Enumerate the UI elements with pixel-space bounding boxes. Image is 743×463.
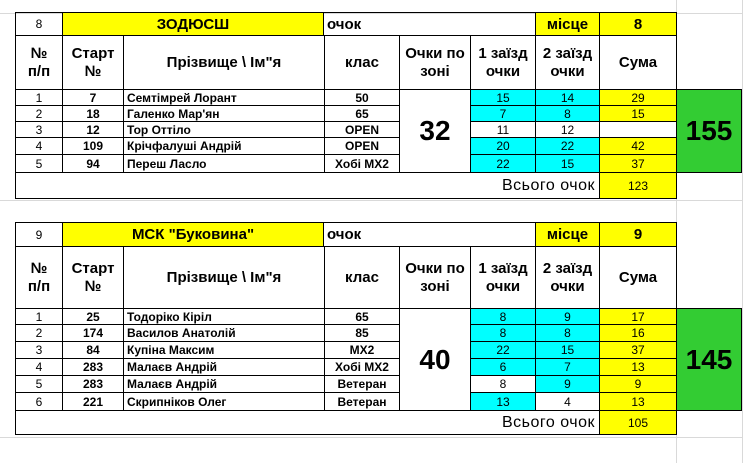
cell-class[interactable]: Хобі MX2	[324, 358, 400, 376]
team-total-points[interactable]: 155	[676, 89, 742, 173]
cell-sum[interactable]: 15	[599, 105, 677, 122]
cell-race2[interactable]: 12	[535, 121, 600, 138]
header-race2-line2: очки	[550, 277, 585, 295]
cell-race2[interactable]: 9	[535, 308, 600, 325]
cell-race1[interactable]: 8	[470, 308, 536, 325]
cell-race2[interactable]: 8	[535, 105, 600, 122]
cell-no[interactable]: 3	[15, 121, 63, 138]
header-race2-line1: 2 заїзд	[542, 44, 593, 62]
cell-race1[interactable]: 8	[470, 375, 536, 393]
cell-race2[interactable]: 8	[535, 324, 600, 342]
cell-no[interactable]: 4	[15, 137, 63, 155]
header-start-line2: №	[84, 62, 102, 80]
team-block-bukovyna	[15, 222, 676, 437]
cell-start[interactable]: 94	[62, 154, 124, 173]
cell-race2[interactable]: 15	[535, 154, 600, 173]
header-zone-line2: зоні	[420, 277, 450, 295]
cell-start[interactable]: 25	[62, 308, 124, 325]
all-points-label[interactable]: Всього очок	[15, 410, 600, 435]
cell-race1[interactable]: 20	[470, 137, 536, 155]
cell-race2[interactable]: 22	[535, 137, 600, 155]
header-race1[interactable]	[470, 246, 536, 309]
header-race1[interactable]	[470, 35, 536, 90]
header-class[interactable]: клас	[324, 246, 400, 309]
cell-no[interactable]: 2	[15, 324, 63, 342]
all-points-label[interactable]: Всього очок	[15, 172, 600, 199]
header-race2-line1: 2 заїзд	[542, 259, 593, 277]
cell-sum[interactable]: 9	[599, 375, 677, 393]
cell-start[interactable]: 18	[62, 105, 124, 122]
team-name[interactable]: ЗОДЮСШ	[62, 12, 324, 36]
cell-start[interactable]: 12	[62, 121, 124, 138]
cell-class[interactable]: 85	[324, 324, 400, 342]
header-race1-line2: очки	[485, 277, 521, 295]
header-zone[interactable]	[399, 35, 471, 90]
cell-class[interactable]: 65	[324, 308, 400, 325]
header-race1-line2: очки	[485, 62, 521, 80]
cell-race1[interactable]: 22	[470, 154, 536, 173]
cell-race2[interactable]: 7	[535, 358, 600, 376]
header-zone-line1: Очки по	[405, 44, 465, 62]
cell-class[interactable]: Ветеран	[324, 392, 400, 411]
points-label[interactable]: очок	[323, 12, 536, 36]
cell-name[interactable]: Галенко Мар'ян	[123, 105, 325, 122]
cell-name[interactable]: Тодоріко Кіріл	[123, 308, 325, 325]
zone-points[interactable]: 40	[399, 308, 471, 411]
cell-race2[interactable]: 9	[535, 375, 600, 393]
cell-sum[interactable]: 17	[599, 308, 677, 325]
cell-race1[interactable]: 6	[470, 358, 536, 376]
cell-sum[interactable]: 16	[599, 324, 677, 342]
header-name[interactable]: Прізвище \ Ім"я	[123, 35, 325, 90]
cell-class[interactable]: Ветеран	[324, 375, 400, 393]
zone-points[interactable]: 32	[399, 89, 471, 173]
points-label[interactable]: очок	[323, 222, 536, 247]
cell-class[interactable]: OPEN	[324, 121, 400, 138]
cell-no[interactable]: 6	[15, 392, 63, 411]
cell-no[interactable]: 4	[15, 358, 63, 376]
cell-race1[interactable]: 15	[470, 89, 536, 106]
header-sum[interactable]: Сума	[599, 35, 677, 90]
all-points-value[interactable]: 105	[599, 410, 677, 435]
cell-name[interactable]: Семтімрей Лорант	[123, 89, 325, 106]
cell-start[interactable]: 174	[62, 324, 124, 342]
header-race2[interactable]	[535, 35, 600, 90]
header-start[interactable]	[62, 246, 124, 309]
cell-no[interactable]: 1	[15, 308, 63, 325]
team-total-points[interactable]: 145	[676, 308, 742, 411]
cell-class[interactable]: 50	[324, 89, 400, 106]
cell-class[interactable]: Хобі MX2	[324, 154, 400, 173]
cell-no[interactable]: 5	[15, 375, 63, 393]
header-no[interactable]	[15, 246, 63, 309]
cell-sum[interactable]: 42	[599, 137, 677, 155]
cell-name[interactable]: Купіна Максим	[123, 341, 325, 359]
place-label[interactable]: місце	[535, 12, 600, 36]
team-number[interactable]: 8	[15, 12, 63, 36]
cell-name[interactable]: Скрипніков Олег	[123, 392, 325, 411]
cell-no[interactable]: 2	[15, 105, 63, 122]
place-label[interactable]: місце	[535, 222, 600, 247]
cell-name[interactable]: Тор Оттіло	[123, 121, 325, 138]
header-no-line2: п/п	[27, 62, 51, 80]
team-name[interactable]: МСК "Буковина"	[62, 222, 324, 247]
cell-race2[interactable]: 15	[535, 341, 600, 359]
header-no-line1: №	[30, 44, 48, 62]
header-race2[interactable]	[535, 246, 600, 309]
cell-no[interactable]: 1	[15, 89, 63, 106]
cell-start[interactable]: 283	[62, 358, 124, 376]
cell-start[interactable]: 109	[62, 137, 124, 155]
cell-sum[interactable]: 13	[599, 358, 677, 376]
cell-race1[interactable]: 22	[470, 341, 536, 359]
cell-name[interactable]: Малаєв Андрій	[123, 358, 325, 376]
header-no-line1: №	[30, 259, 48, 277]
cell-race1[interactable]: 8	[470, 324, 536, 342]
cell-start[interactable]: 7	[62, 89, 124, 106]
cell-no[interactable]: 5	[15, 154, 63, 173]
header-race1-line1: 1 заїзд	[478, 259, 528, 277]
cell-sum[interactable]: 29	[599, 89, 677, 106]
cell-start[interactable]: 283	[62, 375, 124, 393]
cell-name[interactable]: Крічфалуші Андрій	[123, 137, 325, 155]
header-zone[interactable]	[399, 246, 471, 309]
cell-race2[interactable]: 14	[535, 89, 600, 106]
cell-name[interactable]: Василов Анатолій	[123, 324, 325, 342]
cell-race2[interactable]: 4	[535, 392, 600, 411]
grid-line	[0, 437, 743, 438]
cell-name[interactable]: Малаєв Андрій	[123, 375, 325, 393]
header-start-line1: Старт	[71, 44, 115, 62]
team-block-zodyush	[15, 12, 676, 202]
cell-sum[interactable]	[599, 121, 677, 138]
header-zone-line2: зоні	[420, 62, 450, 80]
cell-race1[interactable]: 11	[470, 121, 536, 138]
header-class[interactable]: клас	[324, 35, 400, 90]
header-zone-line1: Очки по	[405, 259, 465, 277]
cell-class[interactable]: 65	[324, 105, 400, 122]
cell-no[interactable]: 3	[15, 341, 63, 359]
cell-sum[interactable]: 37	[599, 154, 677, 173]
cell-name[interactable]: Переш Ласло	[123, 154, 325, 173]
header-start[interactable]	[62, 35, 124, 90]
cell-sum[interactable]: 37	[599, 341, 677, 359]
header-start-line2: №	[84, 277, 102, 295]
header-no[interactable]	[15, 35, 63, 90]
cell-class[interactable]: MX2	[324, 341, 400, 359]
team-number[interactable]: 9	[15, 222, 63, 247]
header-race1-line1: 1 заїзд	[478, 44, 528, 62]
header-name[interactable]: Прізвище \ Ім"я	[123, 246, 325, 309]
cell-race1[interactable]: 7	[470, 105, 536, 122]
cell-sum[interactable]: 13	[599, 392, 677, 411]
cell-race1[interactable]: 13	[470, 392, 536, 411]
header-no-line2: п/п	[27, 277, 51, 295]
cell-start[interactable]: 221	[62, 392, 124, 411]
header-start-line1: Старт	[71, 259, 115, 277]
header-race2-line2: очки	[550, 62, 585, 80]
all-points-value[interactable]: 123	[599, 172, 677, 199]
cell-class[interactable]: OPEN	[324, 137, 400, 155]
cell-start[interactable]: 84	[62, 341, 124, 359]
place-value[interactable]: 9	[599, 222, 677, 247]
header-sum[interactable]: Сума	[599, 246, 677, 309]
place-value[interactable]: 8	[599, 12, 677, 36]
